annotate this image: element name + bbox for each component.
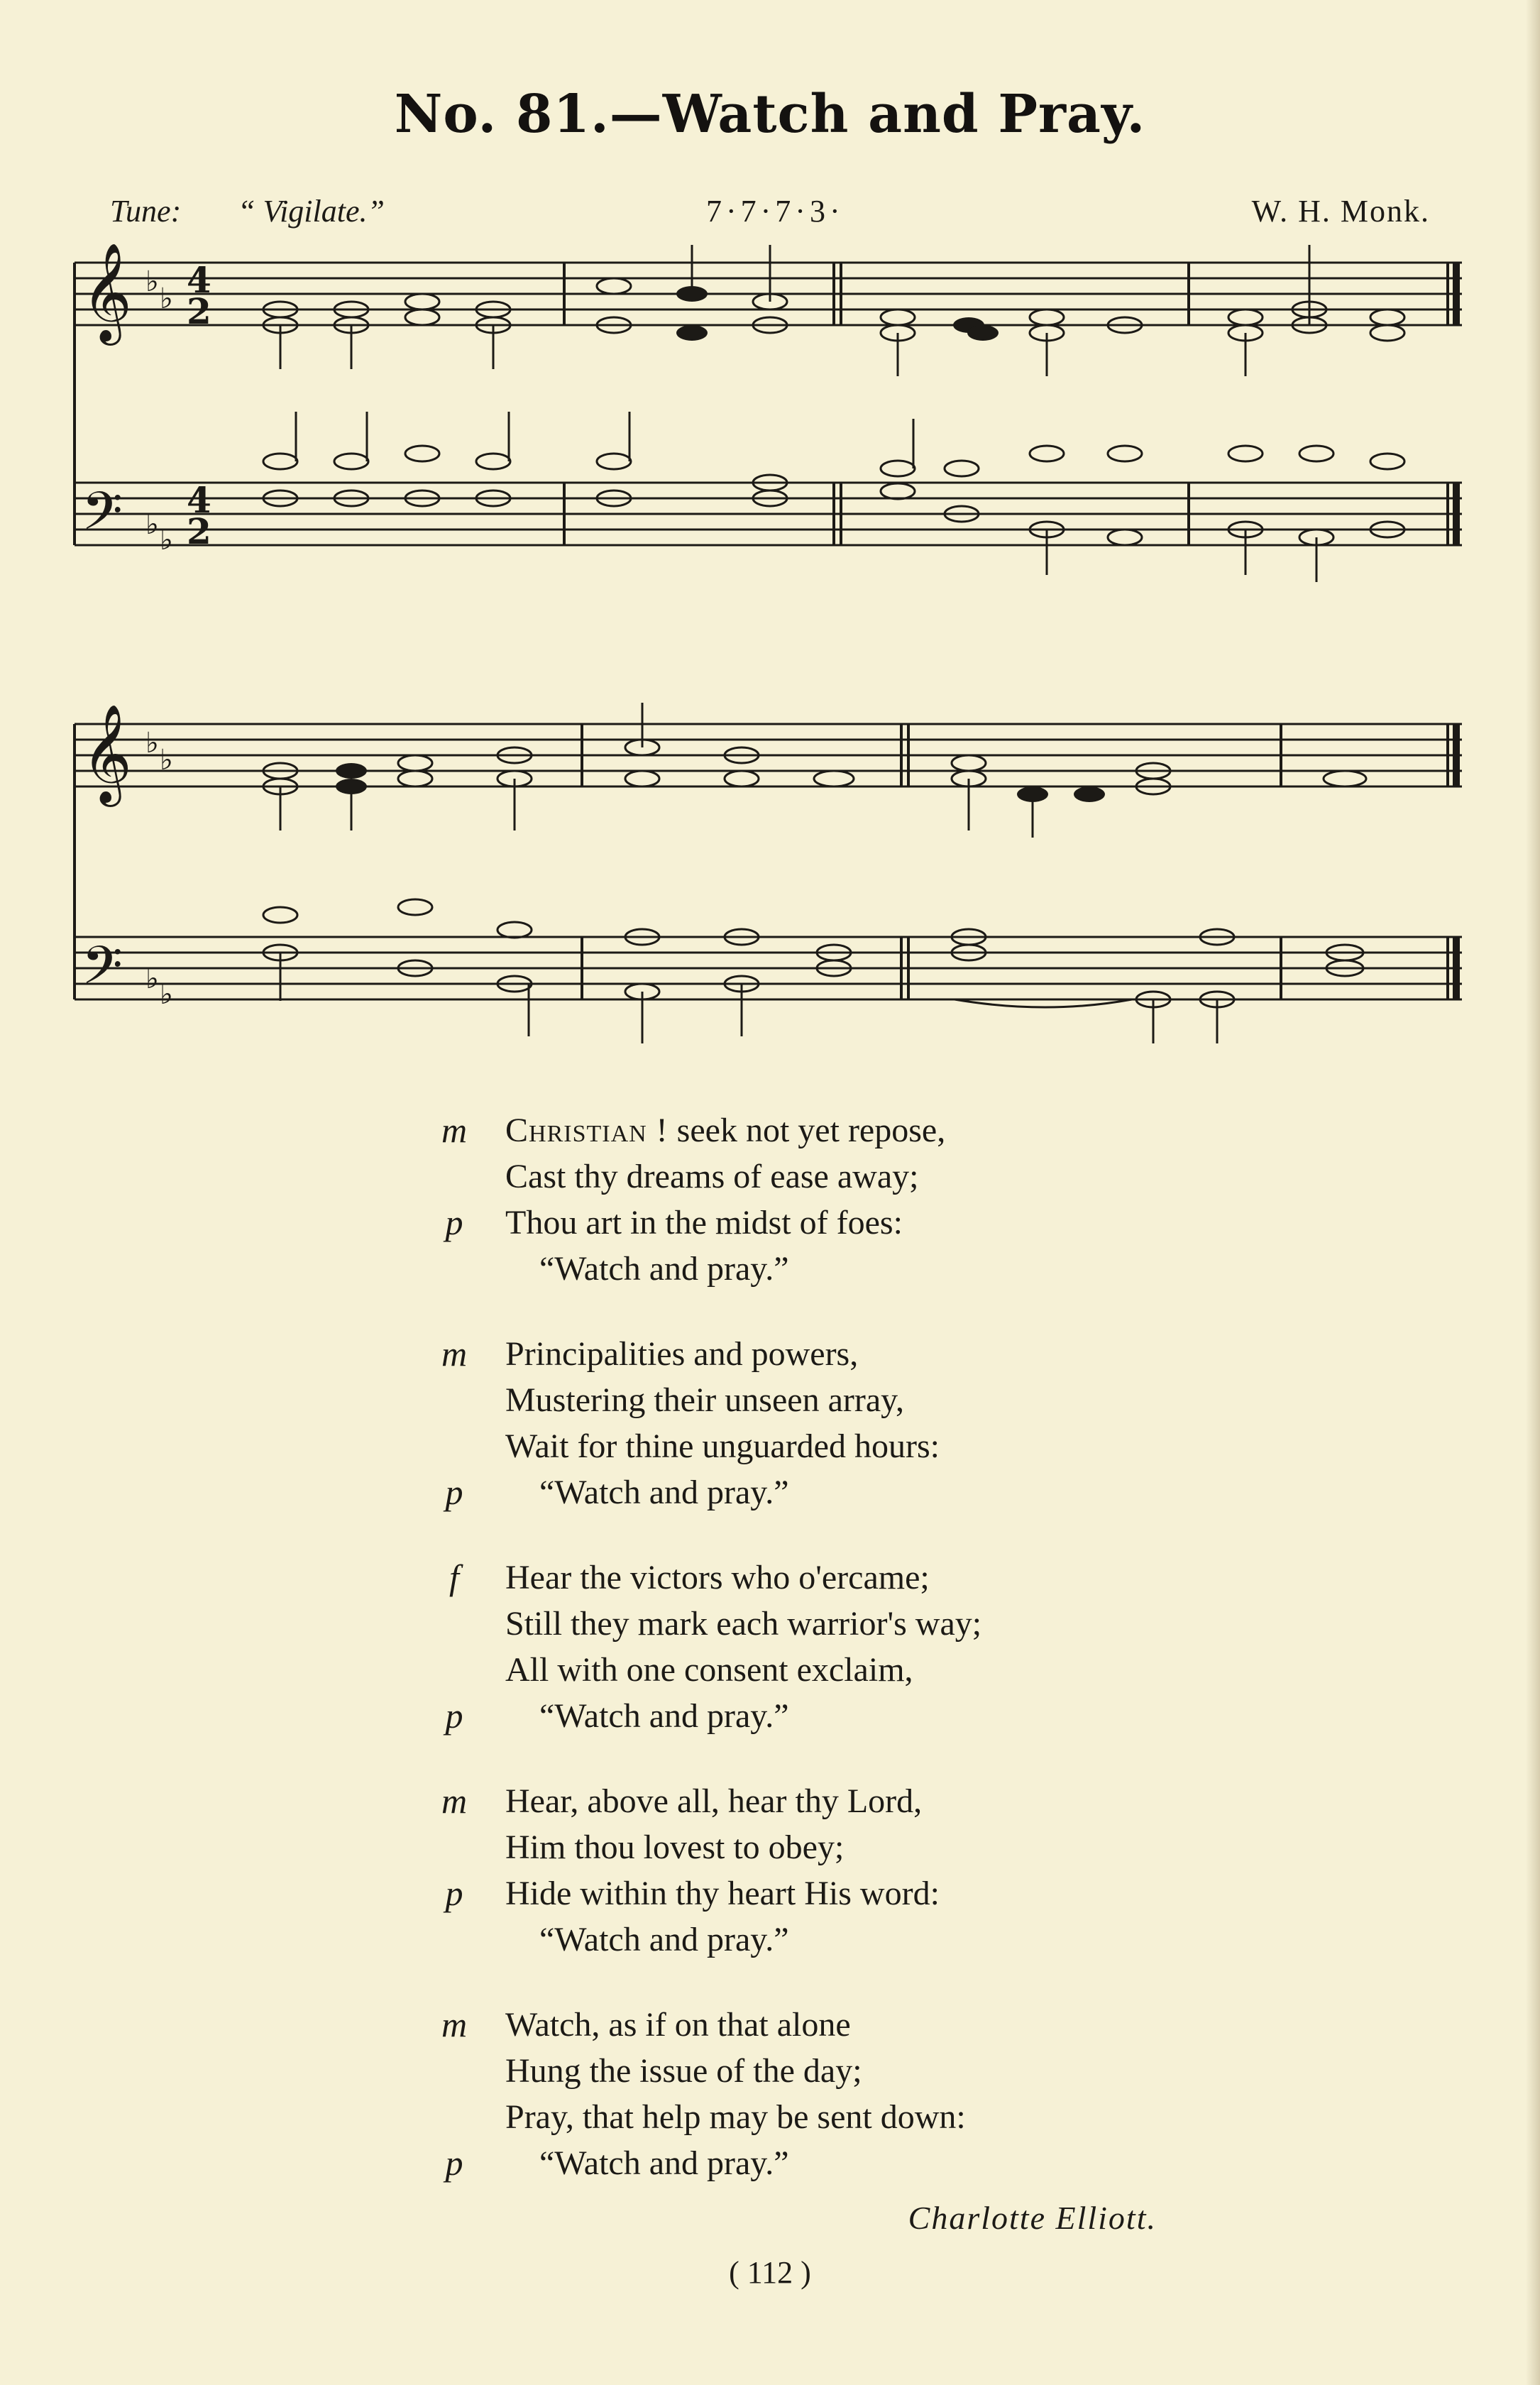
verse-line (447, 1647, 1299, 1693)
verse-text: Principalities and powers, (505, 1335, 859, 1373)
verse-line (447, 1693, 1299, 1739)
svg-text:♭: ♭ (160, 978, 173, 1011)
verse-text: Wait for thine unguarded hours: (505, 1427, 940, 1465)
stanza (447, 1555, 1299, 1739)
hymn-verses (441, 1107, 1299, 2225)
verse-first-word: Christian ! (505, 1112, 669, 1149)
svg-text:4: 4 (187, 479, 211, 521)
svg-text:2: 2 (187, 510, 211, 552)
verse-text: Pray, that help may be sent down: (505, 2098, 966, 2136)
page-edge-shadow (1526, 0, 1540, 2385)
verse-text: “Watch and pray.” (539, 2144, 789, 2182)
composer: W. H. Monk. (1251, 194, 1430, 229)
time-sig-bottom: 2 (187, 290, 211, 332)
verse-text: Still they mark each warrior's way; (505, 1605, 982, 1643)
meter: 7·7·7·3· (706, 194, 845, 229)
dynamic-marking: p (445, 1873, 463, 1913)
dynamic-marking: m (441, 1781, 468, 1821)
verse-line (447, 2140, 1299, 2186)
svg-text:♭: ♭ (145, 963, 159, 995)
verse-line (447, 1870, 1299, 1917)
svg-text:♭: ♭ (160, 744, 173, 777)
score-system-1 (67, 241, 1473, 596)
dynamic-marking: p (445, 1472, 463, 1512)
svg-text:♭: ♭ (145, 727, 159, 760)
verse-text: Hear, above all, hear thy Lord, (505, 1782, 923, 1820)
svg-text:♭: ♭ (145, 508, 159, 541)
verse-line (441, 1331, 1299, 1377)
dynamic-marking: f (449, 1557, 459, 1597)
dynamic-marking: p (445, 1202, 463, 1242)
stanza (441, 1778, 1299, 1963)
verse-line (447, 1377, 1299, 1423)
author: Charlotte Elliott. (908, 2200, 1157, 2236)
verse-text: Hear the victors who o'ercame; (505, 1559, 930, 1596)
verse-text: “Watch and pray.” (539, 1250, 789, 1288)
flat-sign: ♭ (145, 265, 159, 298)
verse-line (447, 1246, 1299, 1292)
verse-text: Hide within thy heart His word: (505, 1875, 940, 1912)
verse-text: Hung the issue of the day; (505, 2052, 862, 2090)
verse-line (447, 1153, 1299, 1200)
verse-line (441, 1778, 1299, 1824)
tune-line (110, 193, 1430, 236)
verse-line (447, 1469, 1299, 1515)
dynamic-marking: p (445, 1696, 463, 1736)
verse-line (447, 2048, 1299, 2094)
svg-text:𝄞: 𝄞 (82, 704, 132, 803)
verse-line (441, 1107, 1299, 1153)
stanza (441, 1331, 1299, 1515)
verse-text: Thou art in the midst of foes: (505, 1204, 903, 1241)
verse-text: “Watch and pray.” (539, 1474, 789, 1511)
dynamic-marking: m (441, 1110, 468, 1150)
verse-line (447, 1917, 1299, 1963)
hymn-title: No. 81.—Watch and Pray. (394, 84, 1146, 145)
svg-text:♭: ♭ (160, 524, 173, 556)
verse-text: Watch, as if on that alone (505, 2006, 851, 2044)
barlines (75, 263, 1448, 545)
verse-line (441, 2002, 1299, 2048)
tune-name: “ Vigilate.” (238, 194, 385, 229)
svg-text:𝄢: 𝄢 (82, 935, 123, 1009)
dynamic-marking: p (445, 2143, 463, 2183)
verse-line (447, 1824, 1299, 1870)
verse-text: Mustering their unseen array, (505, 1381, 905, 1419)
verse-text: Him thou lovest to obey; (505, 1828, 845, 1866)
page-number: ( 112 ) (729, 2255, 811, 2290)
verse-text: All with one consent exclaim, (505, 1651, 913, 1689)
stanza (441, 2002, 1299, 2186)
music-system-2 (67, 703, 1473, 1079)
verse-line (447, 1555, 1299, 1601)
verse-text: “Watch and pray.” (539, 1921, 789, 1958)
dynamic-marking: m (441, 2005, 468, 2044)
verse-text: seek not yet repose, (668, 1112, 946, 1149)
time-sig-top: 4 (187, 259, 211, 301)
music-system-1 (67, 241, 1473, 596)
verse-line (447, 1200, 1299, 1246)
dynamic-marking: m (441, 1334, 468, 1374)
bass-clef: 𝄢 (82, 481, 123, 555)
score-system-2 (67, 703, 1473, 1079)
verse-line (447, 1601, 1299, 1647)
treble-clef: 𝄞 (82, 243, 132, 341)
verse-line (447, 2094, 1299, 2140)
stanza (441, 1107, 1299, 1292)
verse-text: “Watch and pray.” (539, 1697, 789, 1735)
svg-text:♭: ♭ (160, 283, 173, 315)
verse-line (447, 1423, 1299, 1469)
verse-text: Cast thy dreams of ease away; (505, 1158, 919, 1195)
bass-stems (296, 412, 1316, 582)
tune-label: Tune: (110, 194, 182, 229)
